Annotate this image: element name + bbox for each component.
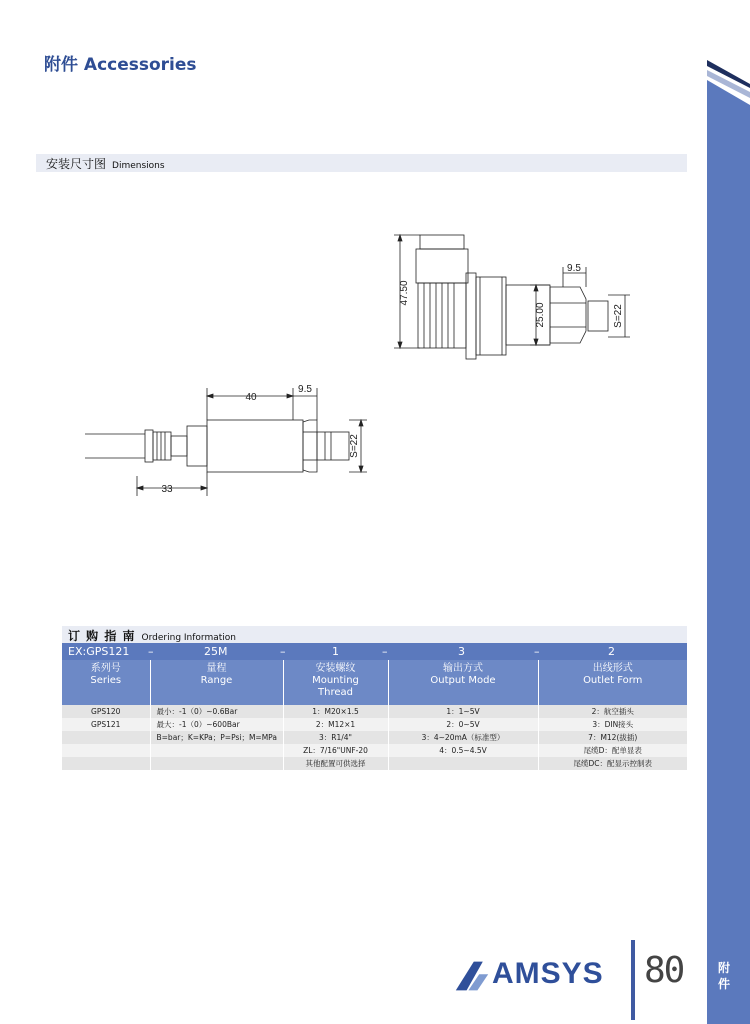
example-thread: 1 bbox=[332, 645, 339, 658]
ordering-table bbox=[62, 643, 687, 770]
table-row: ZL：7/16"UNF-20 4：0.5~4.5V 尾缆D：配单显表 bbox=[62, 744, 687, 757]
ordering-section-bar bbox=[62, 626, 687, 643]
header-thread: 安装螺纹 Mounting Thread bbox=[283, 660, 388, 705]
side-label: 附件 bbox=[717, 961, 730, 991]
dim-tip2-label: 9.5 bbox=[298, 384, 312, 395]
brand-logo-text: AMSYS bbox=[492, 957, 604, 990]
example-sep-1: – bbox=[148, 645, 154, 658]
header-output: 输出方式 Output Mode bbox=[388, 660, 538, 705]
dim-height-label: 47.50 bbox=[399, 280, 410, 306]
dim-body-label: 25.00 bbox=[535, 302, 546, 328]
header-outlet: 出线形式 Outlet Form bbox=[538, 660, 687, 705]
example-series: EX:GPS121 bbox=[68, 645, 130, 658]
example-row bbox=[62, 643, 687, 660]
example-sep-3: – bbox=[382, 645, 388, 658]
side-corner-decoration bbox=[707, 0, 750, 105]
amsys-logo-icon bbox=[454, 958, 490, 994]
side-strip bbox=[707, 0, 750, 1024]
header-series: 系列号 Series bbox=[62, 660, 150, 705]
ordering-title-zh: 订 购 指 南 bbox=[68, 629, 136, 643]
example-range: 25M bbox=[204, 645, 228, 658]
dimension-drawing-top bbox=[390, 225, 640, 365]
table-row: B=bar；K=KPa；P=Psi；M=MPa 3：R1/4" 3：4~20mA（标准型） 7：M12(拔插) bbox=[62, 731, 687, 744]
table-row: GPS120 最小：-1（0）~0.6Bar 1：M20×1.5 1：1~5V 2：航空插头 bbox=[62, 705, 687, 718]
example-outlet: 2 bbox=[608, 645, 615, 658]
table-row: 其他配置可供选择 尾缆DC：配显示控制表 bbox=[62, 757, 687, 770]
example-output: 3 bbox=[458, 645, 465, 658]
dim-hex-label: S=22 bbox=[613, 304, 624, 328]
page-divider bbox=[631, 940, 635, 1020]
page-number: 80 bbox=[644, 950, 684, 991]
example-sep-4: – bbox=[534, 645, 540, 658]
dimensions-title-en: Dimensions bbox=[112, 161, 165, 171]
dimensions-section-bar bbox=[36, 154, 687, 172]
ordering-title-en: Ordering Information bbox=[141, 633, 236, 643]
dim-tip-label: 9.5 bbox=[567, 263, 581, 274]
dimensions-title-zh: 安装尺寸图 bbox=[46, 157, 107, 171]
dimension-drawing-bottom bbox=[85, 380, 375, 500]
dim-hex2-label: S=22 bbox=[349, 434, 360, 458]
page-title: 附件 Accessories bbox=[44, 55, 197, 75]
table-row: GPS121 最大：-1（0）~600Bar 2：M12×1 2：0~5V 3：DIN接头 bbox=[62, 718, 687, 731]
dim-cable-label: 33 bbox=[161, 484, 173, 495]
example-sep-2: – bbox=[280, 645, 286, 658]
header-range: 量程 Range bbox=[150, 660, 283, 705]
dim-len-label: 40 bbox=[245, 392, 257, 403]
header-row bbox=[62, 660, 687, 705]
